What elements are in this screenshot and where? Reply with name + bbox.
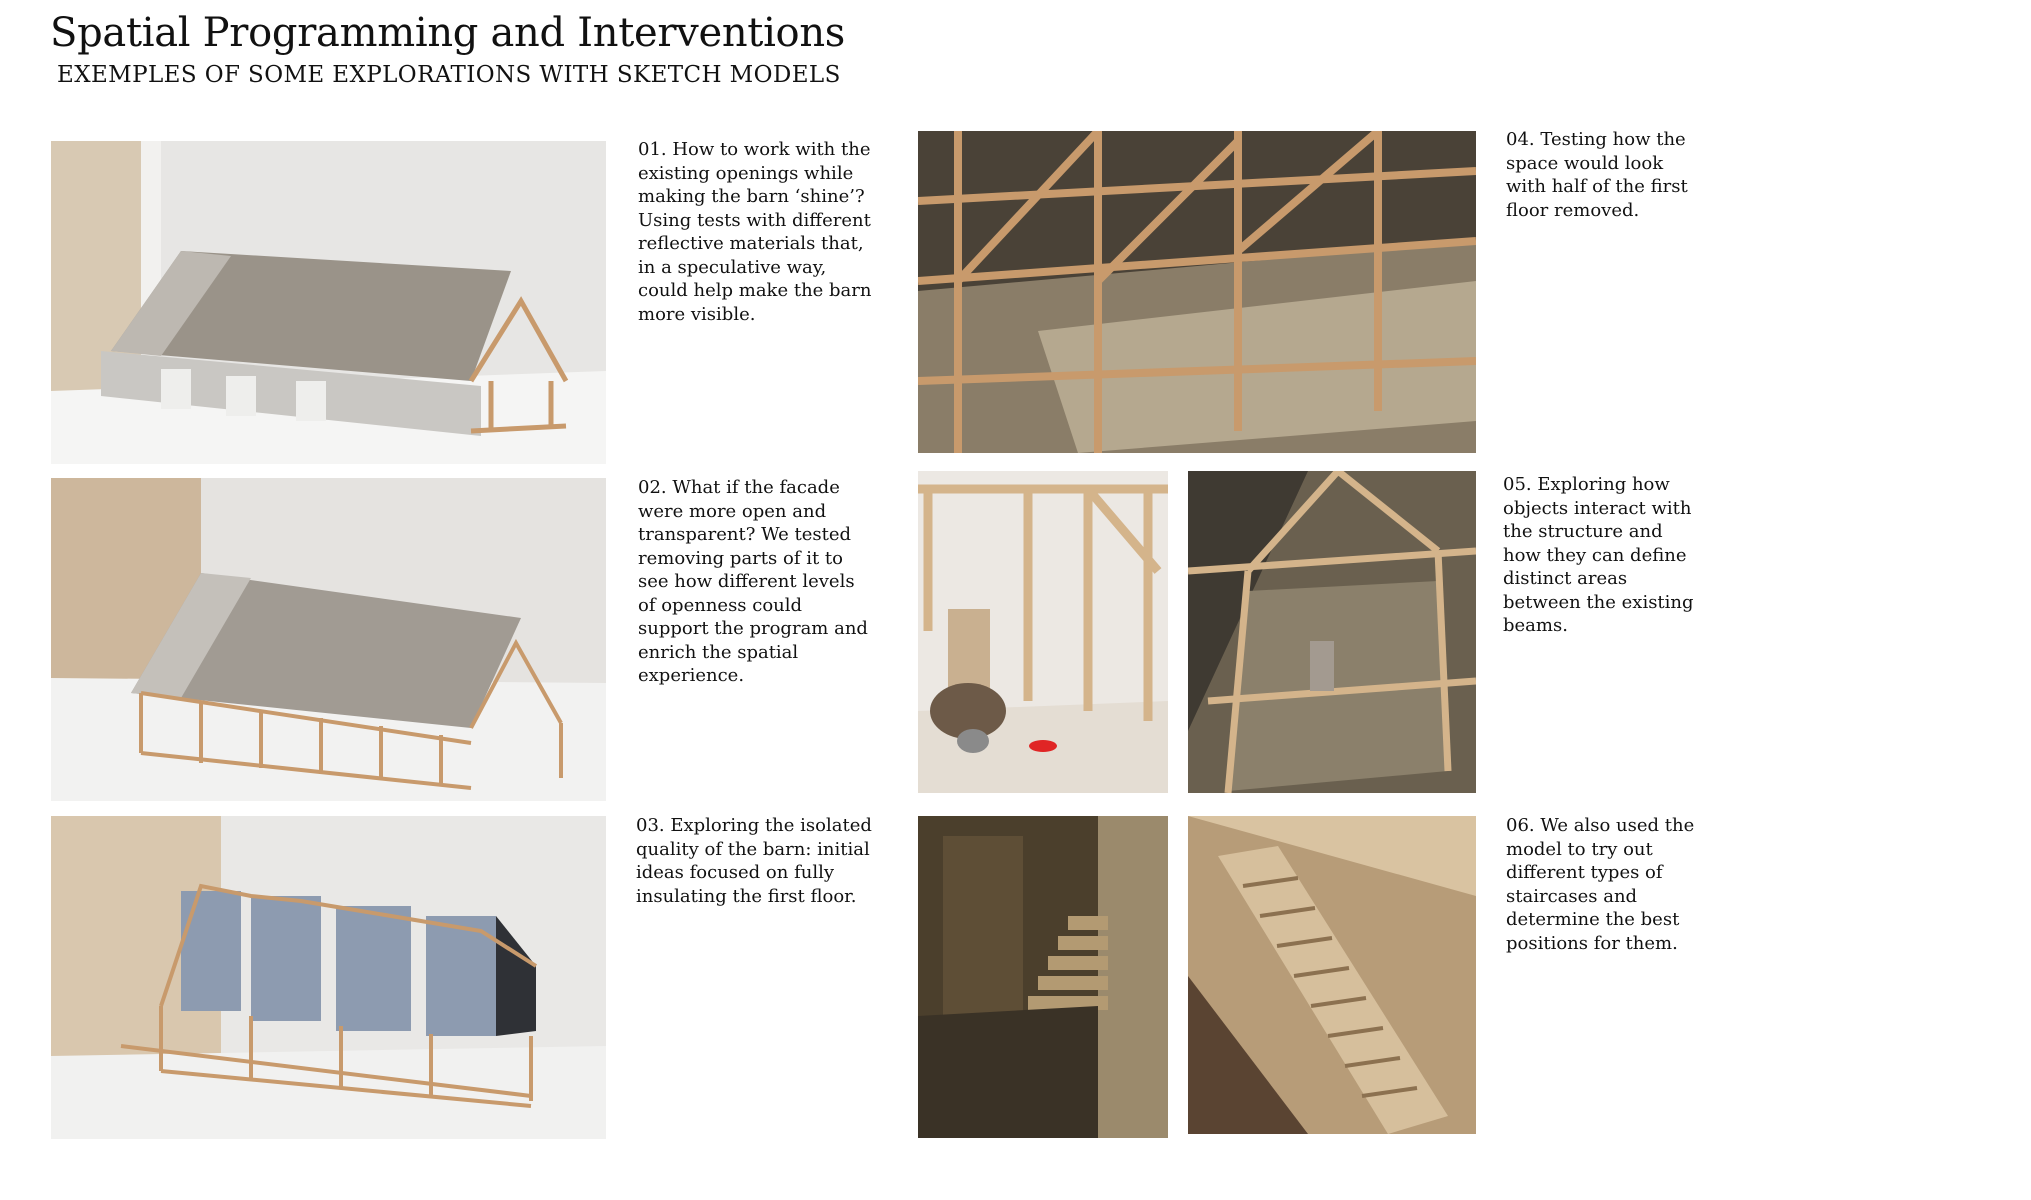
model-photo-05a (918, 471, 1168, 793)
caption-02: 02. What if the facade were more open and transparent? We tested removing parts of it to see how different levels of openness could support the program and enrich the spatial experience. (638, 477, 868, 686)
model-photo-06b (1188, 816, 1476, 1134)
caption-05: 05. Exploring how objects interact with the structure and how they can define distinct areas between the existing beams. (1503, 474, 1694, 636)
page-title: Spatial Programming and Interventions (50, 10, 846, 56)
model-photo-06a (918, 816, 1168, 1138)
model-photo-05b (1188, 471, 1476, 793)
caption-01: 01. How to work with the existing openings while making the barn ‘shine’? Using tests with different reflective materials that, in a speculative way, could help make the barn more visible. (638, 139, 872, 325)
page-subtitle: EXEMPLES OF SOME EXPLORATIONS WITH SKETCH MODELS (57, 62, 841, 88)
caption-06: 06. We also used the model to try out different types of staircases and determine the best positions for them. (1506, 815, 1695, 954)
model-photo-04 (918, 131, 1476, 453)
caption-03: 03. Exploring the isolated quality of the barn: initial ideas focused on fully insulating the first floor. (636, 815, 872, 907)
model-photo-03 (51, 816, 606, 1139)
caption-04: 04. Testing how the space would look with half of the first floor removed. (1506, 129, 1688, 221)
model-photo-01 (51, 141, 606, 464)
model-photo-02 (51, 478, 606, 801)
